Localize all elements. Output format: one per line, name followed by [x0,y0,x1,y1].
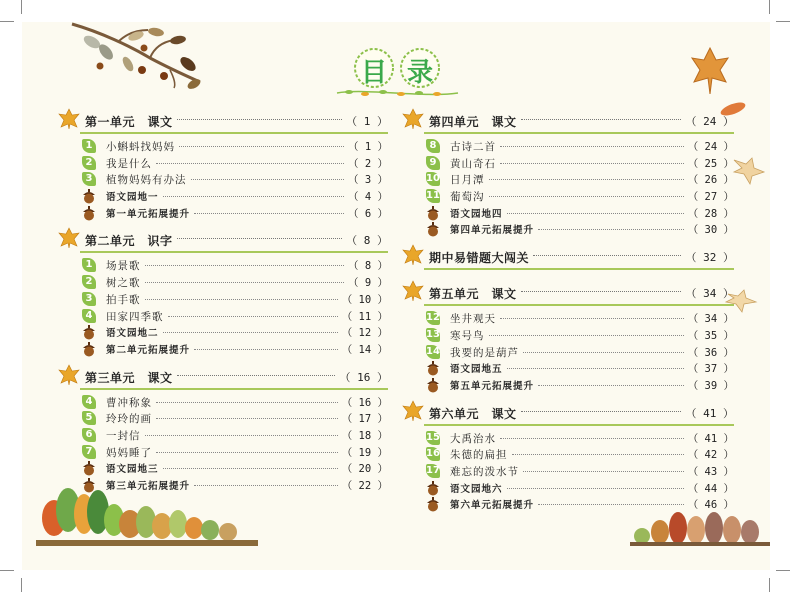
entry-label: 第一单元拓展提升 [106,208,191,220]
toc-entry[interactable] [58,188,388,205]
unit-heading [58,366,388,390]
toc-entry[interactable] [58,138,388,155]
lesson-number-badge: 10 [426,173,440,185]
toc-entry[interactable] [58,324,388,341]
entry-page: （ 46 ） [687,499,734,512]
entry-label: 寒号鸟 [450,329,485,342]
entry-page: （ 44 ） [687,482,734,495]
dot-leader [538,385,684,386]
leaf-icon [402,280,424,306]
entry-page: （ 3 ） [348,174,388,187]
unit-underline [80,132,388,134]
entry-label: 我要的是葫芦 [450,346,519,359]
dot-leader [507,368,684,369]
toc-entry[interactable] [402,463,734,480]
entry-label: 植物妈妈有办法 [106,174,187,187]
autumn-branch-illustration [70,18,210,90]
entry-label: 葡萄沟 [450,191,485,204]
dot-leader [521,119,681,120]
entry-page: （ 12 ） [341,327,388,340]
toc-entry[interactable] [402,446,734,463]
leaf-icon [730,156,766,186]
entry-label: 第二单元拓展提升 [106,344,191,356]
leaf-icon [58,227,80,253]
entry-label: 黄山奇石 [450,157,496,170]
lesson-number-badge: 7 [82,445,96,459]
toc-entry[interactable] [58,155,388,172]
unit-heading [402,282,734,306]
toc-entry[interactable] [402,310,734,327]
unit-heading [402,246,734,270]
toc-entry[interactable] [402,188,734,205]
toc-entry[interactable] [402,344,734,361]
entry-page: （ 4 ） [348,191,388,204]
entry-page: （ 14 ） [341,343,388,356]
entry-label: 语文园地四 [450,208,503,220]
toc-entry[interactable] [402,155,734,172]
crop-mark [776,570,790,571]
entry-label: 朱德的扁担 [450,449,508,462]
entry-page: （ 34 ） [687,313,734,326]
entry-label: 语文园地一 [106,192,159,204]
unit-page: （ 16 ） [339,370,388,384]
unit-heading [58,110,388,134]
toc-entry[interactable] [58,308,388,325]
toc-entry[interactable] [58,410,388,427]
toc-entry[interactable] [58,171,388,188]
toc-entry[interactable] [58,394,388,411]
toc-entry[interactable] [402,377,734,394]
unit-page: （ 32 ） [685,251,734,265]
lesson-number-badge: 15 [426,431,440,443]
dot-leader [521,291,681,292]
entry-page: （ 17 ） [341,413,388,426]
dot-leader [500,438,684,439]
acorn-icon [82,342,96,361]
toc-entry[interactable] [402,138,734,155]
lesson-number-badge: 1 [82,258,96,272]
toc-entry[interactable] [402,327,734,344]
dot-leader [156,402,338,403]
crop-mark [0,21,14,22]
entry-label: 语文园地五 [450,364,503,376]
unit-page: （ 8 ） [346,234,388,248]
dot-leader [145,265,344,266]
entry-page: （ 39 ） [687,379,734,392]
unit-heading [58,229,388,253]
entry-page: （ 25 ） [687,157,734,170]
lesson-number-badge: 9 [426,156,440,170]
dot-leader [507,213,684,214]
title-char-left: 目 [360,58,387,88]
entry-label: 第五单元拓展提升 [450,380,535,392]
unit-title: 第五单元 课文 [429,287,517,302]
lesson-number-badge: 11 [426,190,440,202]
toc-entry[interactable] [58,257,388,274]
toc-entry[interactable] [402,480,734,497]
dot-leader [177,119,342,120]
lesson-number-badge: 3 [82,172,96,186]
dot-leader [194,485,338,486]
lesson-number-badge: 13 [426,328,440,340]
entry-label: 玲玲的画 [106,413,152,426]
toc-entry[interactable] [58,291,388,308]
acorn-icon [426,378,440,397]
title-char-right: 录 [406,58,433,88]
acorn-icon [426,497,440,516]
entry-label: 拍手歌 [106,293,141,306]
unit-underline [424,268,734,270]
lesson-number-badge: 4 [82,395,96,409]
unit-title: 期中易错题大闯关 [429,251,530,266]
entry-label: 语文园地六 [450,483,503,495]
entry-label: 难忘的泼水节 [450,465,519,478]
entry-label: 树之歌 [106,277,141,290]
entry-page: （ 20 ） [341,463,388,476]
acorn-icon [426,222,440,241]
dot-leader [163,468,338,469]
lesson-number-badge: 3 [82,292,96,306]
lesson-number-badge: 6 [82,428,96,442]
dot-leader [177,238,342,239]
lesson-number-badge: 4 [82,309,96,323]
leaf-icon [402,108,424,134]
dot-leader [168,316,338,317]
toc-entry[interactable] [402,360,734,377]
dot-leader [156,452,338,453]
entry-page: （ 42 ） [687,449,734,462]
entry-label: 曹冲称象 [106,396,152,409]
crop-mark [769,0,770,14]
maple-leaf-icon [690,46,730,96]
lesson-number-badge: 16 [426,448,440,460]
entry-page: （ 8 ） [348,260,388,273]
leaf-icon [402,244,424,270]
dot-leader [163,332,338,333]
toc-entry[interactable] [58,460,388,477]
crop-mark [0,570,14,571]
unit-title: 第三单元 课文 [85,370,173,385]
entry-page: （ 10 ） [341,293,388,306]
entry-page: （ 43 ） [687,465,734,478]
entry-page: （ 30 ） [687,224,734,237]
entry-label: 小蝌蚪找妈妈 [106,141,175,153]
entry-label: 日月潭 [450,174,485,187]
lesson-number-badge: 2 [82,156,96,170]
unit-heading [402,110,734,134]
lesson-number-badge: 5 [82,411,96,425]
entry-page: （ 37 ） [687,363,734,376]
lesson-number-badge: 12 [426,312,440,324]
lesson-number-badge: 2 [82,275,96,289]
toc-entry[interactable] [402,430,734,447]
entry-page: （ 26 ） [687,174,734,187]
lesson-number-badge: 1 [82,139,96,153]
dot-leader [194,213,344,214]
title-leaf-garland [335,86,460,100]
dot-leader [521,411,681,412]
unit-page: （ 34 ） [685,287,734,301]
unit-page: （ 41 ） [685,406,734,420]
toc-entry[interactable] [402,171,734,188]
leaf-icon [402,400,424,426]
dot-leader [533,255,681,256]
dot-leader [500,163,684,164]
crop-mark [769,578,770,592]
lesson-number-badge: 14 [426,345,440,357]
unit-underline [424,304,734,306]
leaf-icon [58,108,80,134]
dot-leader [156,163,344,164]
entry-page: （ 16 ） [341,396,388,409]
dot-leader [500,146,684,147]
entry-page: （ 28 ） [687,207,734,220]
toc-entry[interactable] [58,444,388,461]
dot-leader [163,196,344,197]
entry-page: （ 9 ） [348,277,388,290]
toc-right-column [402,110,734,513]
unit-underline [424,424,734,426]
entry-page: （ 24 ） [687,141,734,153]
dot-leader [489,179,684,180]
unit-underline [80,251,388,253]
entry-label: 第三单元拓展提升 [106,481,191,492]
crop-mark [21,0,22,14]
entry-label: 大禹治水 [450,432,496,445]
entry-label: 坐井观天 [450,313,496,326]
toc-entry[interactable] [58,274,388,291]
entry-page: （ 41 ） [687,432,734,445]
unit-title: 第四单元 课文 [429,115,517,129]
dot-leader [489,335,684,336]
leaf-icon [58,364,80,390]
dot-leader [512,454,684,455]
dot-leader [194,349,338,350]
toc-entry[interactable] [58,477,388,494]
dot-leader [523,352,684,353]
entry-page: （ 27 ） [687,191,734,204]
entry-label: 我是什么 [106,157,152,170]
dot-leader [507,488,684,489]
forest-illustration [630,508,770,546]
entry-label: 一封信 [106,429,141,442]
entry-label: 第四单元拓展提升 [450,225,535,237]
entry-page: （ 11 ） [341,310,388,323]
dot-leader [156,418,338,419]
entry-label: 第六单元拓展提升 [450,500,535,512]
entry-page: （ 1 ） [348,141,388,153]
toc-entry[interactable] [58,205,388,222]
crop-mark [21,578,22,592]
unit-title: 第二单元 识字 [85,234,173,249]
dot-leader [489,196,684,197]
entry-page: （ 19 ） [341,446,388,459]
entry-page: （ 2 ） [348,157,388,170]
dot-leader [179,146,344,147]
toc-left-column [58,110,388,494]
lesson-number-badge: 17 [426,464,440,476]
acorn-icon [82,478,96,497]
unit-page: （ 1 ） [346,115,388,128]
acorn-icon [82,206,96,225]
unit-page: （ 24 ） [685,115,734,128]
entry-label: 场景歌 [106,260,141,273]
unit-title: 第六单元 课文 [429,406,517,421]
dot-leader [500,318,684,319]
entry-page: （ 18 ） [341,429,388,442]
dot-leader [191,179,344,180]
entry-page: （ 22 ） [341,480,388,492]
toc-entry[interactable] [402,205,734,222]
entry-label: 古诗二首 [450,141,496,153]
dot-leader [523,471,684,472]
lesson-number-badge: 8 [426,139,440,153]
entry-page: （ 35 ） [687,329,734,342]
entry-page: （ 6 ） [348,207,388,220]
toc-entry[interactable] [58,341,388,358]
unit-underline [80,388,388,390]
dot-leader [145,282,344,283]
unit-underline [424,132,734,134]
dot-leader [145,299,338,300]
dot-leader [538,504,684,505]
entry-label: 田家四季歌 [106,310,164,323]
toc-entry[interactable] [58,427,388,444]
entry-label: 语文园地三 [106,464,159,476]
entry-label: 语文园地二 [106,328,159,340]
dot-leader [145,435,338,436]
dot-leader [177,375,335,376]
unit-title: 第一单元 课文 [85,115,173,129]
entry-page: （ 36 ） [687,346,734,359]
toc-entry[interactable] [402,496,734,513]
unit-heading [402,402,734,426]
crop-mark [776,21,790,22]
toc-entry[interactable] [402,221,734,238]
entry-label: 妈妈睡了 [106,446,152,459]
dot-leader [538,229,684,230]
